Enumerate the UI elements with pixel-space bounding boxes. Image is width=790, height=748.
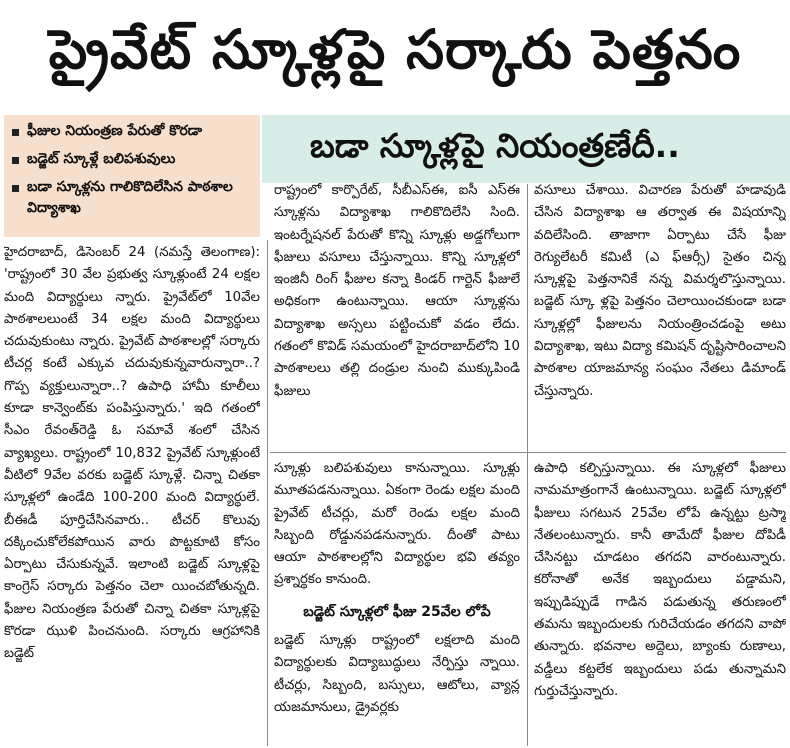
section-divider [270, 452, 786, 453]
highlight-text: బడా స్కూళ్లను గాలికొదిలేసిన పాఠశాల విద్యాశాఖ [27, 179, 233, 216]
article-paragraph: రాష్ట్రంలో కార్పొరేట్, సీబీఎస్ఈ, ఐసీ ఎస్ఈ స్కూళ్లను విద్యాశాఖ గాలికొదిలేసి సింది. ఇంటర్నేషనల్ పేరుతో కొన్ని స్కూళ్లు అడ్డగోలుగా ఫీజులు వసూలు చేస్తున్నాయి. కొన్ని స్కూళ్లలో ఇంజినీ రింగ్ ఫీజుల కన్నా కిండర్ గార్టెన్ ఫీజులే అధికంగా ఉంటున్నాయి. ఆయా స్కూళ్లను విద్యాశాఖ అస్సలు పట్టించుకో వడం లేదు. గతంలో కొవిడ్ సమయంలో హైదరాబాద్‌లోని 10 పాఠశాలలు తల్లి దండ్రుల నుంచి ముక్కుపిండి ఫీజులు [274, 183, 520, 399]
bullet-square-icon [12, 129, 19, 136]
article-column-right-top [534, 180, 786, 446]
article-paragraph: హైదరాబాద్, డిసెంబర్ 24 (నమస్తే తెలంగాణ): 'రాష్ట్రంలో 30 వేల ప్రభుత్వ స్కూళ్లుంటే 24 లక్షల మంది విద్యార్థులు న్నారు. ప్రైవేట్‌లో 10వేల పాఠశాలలుంటే 34 లక్షల మంది విద్యార్థులు చదువుకుంటు న్నారు. ప్రైవేట్ పాఠశాలల్లో సర్కారు టీచర్ల కంటే ఎక్కువ చదువుకున్నవారున్నారా..? గొప్ప వ్యక్తులున్నారా..? ఉపాధి హామీ కూలీలు కూడా కాన్వెంట్‌కు పంపిస్తున్నారు.' ఇది గతంలో సీఎం రేవంత్‌రెడ్డి ఓ సమావే శంలో చేసిన వ్యాఖ్యలు. రాష్ట్రంలో 10,832 ప్రైవేట్ స్కూళ్లుంటే వీటిలో 9వేల వరకు బడ్జెట్ స్కూళ్లే. చిన్నా చితకా స్కూళ్లలో ఉండేది 100-200 మంది విద్యార్థులే. బీఈడీ పూర్తిచేసినవారు.. టీచర్ కొలువు దక్కించుకోలేకపోయిన వారు పొట్టకూటి కోసం ఏర్పాటు చేసుకున్నవే. ఇలాంటి బడ్జెట్ స్కూళ్లపై కాంగ్రెస్ సర్కారు పెత్తనం చెలా యించబోతున్నది. ఫీజుల నియంత్రణ పేరుతో చిన్నా చితకా స్కూళ్లపై కొరడా ఝుళి పించనుంది. సర్కారు ఆగ్రహానికి బడ్జెట్ [4, 245, 260, 662]
article-paragraph: బడ్జెట్ స్కూళ్లు రాష్ట్రంలో లక్షలాది మంది విద్యార్థులకు విద్యాబుద్ధులు నేర్పిస్తు న్నాయి. టీచర్లు, సిబ్బంది, బస్సులు, ఆటోలు, వ్యాన్ల యజమానులు, డ్రైవర్లకు [274, 633, 520, 715]
highlight-item [12, 121, 254, 142]
article-paragraph: వసూలు చేశాయి. విచారణ పేరుతో హడావుడి చేసిన విద్యాశాఖ ఆ తర్వాత ఈ విషయాన్ని వదిలేసింది. తాజాగా ఏర్పాటు చేసే ఫీజు రెగ్యులేటరీ కమిటీ (ఎ ఫ్ఆర్సీ) సైతం చిన్న స్కూళ్లపై పెత్తనానికే నన్న విమర్శలొస్తున్నాయి. బడ్జెట్ స్కూ ళ్లపై పెత్తనం చెలాయించకుండా బడా స్కూళ్లల్లో ఫీజులను నియంత్రించడంపై అటు విద్యాశాఖ, ఇటు విద్యా కమిషన్ దృష్టిసారించాలని పాఠశాల యాజమాన్య సంఘం నేతలు డిమాండ్ చేస్తున్నారు. [534, 183, 786, 399]
subheadline-text: బడా స్కూళ్లపై నియంత్రణేదీ.. [310, 125, 680, 165]
article-column-middle-bottom-2 [274, 630, 520, 746]
highlight-text: ఫీజుల నియంత్రణ పేరుతో కొరడా [27, 123, 203, 139]
highlight-item [12, 177, 254, 219]
article-column-left [4, 242, 260, 746]
bullet-square-icon [12, 185, 19, 192]
article-paragraph: స్కూళ్లు బలిపశువులు కానున్నాయి. స్కూళ్లు మూతపడనున్నాయి. ఏకంగా రెండు లక్షల మంది ప్రైవేట్ టీచర్లు, మరో రెండు లక్షల మంది సిబ్బంది రోడ్డునపడనున్నారు. దీంతో పాటు ఆయా పాఠశాలల్లోని విద్యార్థుల భవి తవ్యం ప్రశ్నార్థకం కానుంది. [274, 461, 520, 588]
article-column-middle-top [274, 180, 520, 446]
headline: ప్రైవేట్ స్కూళ్లపై సర్కారు పెత్తనం [48, 17, 742, 81]
highlights-box [4, 115, 260, 237]
subsection-title: బడ్జెట్ స్కూళ్లలో ఫీజు 25వేల లోపే [303, 604, 491, 620]
article-paragraph: ఉపాధి కల్పిస్తున్నాయి. ఈ స్కూళ్లలో ఫీజులు నామమాత్రంగానే ఉంటున్నాయి. బడ్జెట్ స్కూళ్లలో ఫీజులు సగటున 25వేల లోపే ఉన్నట్టు ట్రస్మా నేతలంటున్నారు. కానీ తామేదో ఫీజుల దోపిడీ చేసినట్టు చూడటం తగదని వారంటున్నారు. కరోనాతో అనేక ఇబ్బందులు పడ్డామని, ఇప్పుడిప్పుడే గాడిన పడుతున్న తరుణంలో తమను ఇబ్బందులకు గురిచేయడం తగదని వాపో తున్నారు. భవనాల అద్దెలు, బ్యాంకు రుణాలు, వడ్డీలు కట్టలేక ఇబ్బందులు పడు తున్నామని గుర్తుచేస్తున్నారు. [534, 461, 786, 699]
subheadline-banner [262, 115, 790, 183]
column-divider [527, 184, 528, 746]
highlight-item [12, 149, 254, 170]
article-column-right-bottom [534, 458, 786, 746]
column-divider [267, 240, 268, 746]
article-column-middle-bottom [274, 458, 520, 600]
highlight-text: బడ్జెట్ స్కూళ్లే బలిపశువులు [27, 151, 176, 167]
bullet-square-icon [12, 157, 19, 164]
